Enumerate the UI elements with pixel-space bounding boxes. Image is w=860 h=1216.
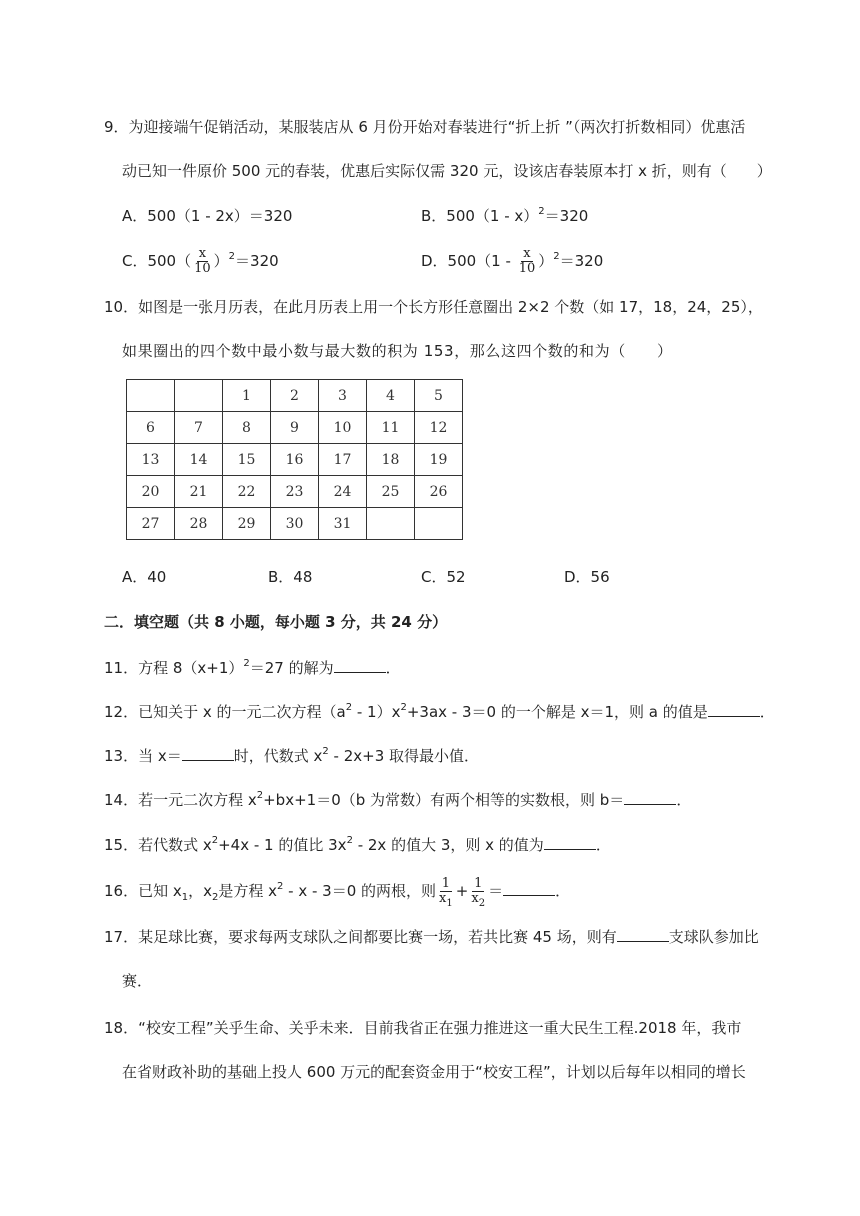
calendar-row xyxy=(127,412,463,444)
calendar-cell: 26 xyxy=(415,476,463,508)
calendar-cell: 20 xyxy=(127,476,175,508)
q9-option-c-post: ＝320 xyxy=(235,252,279,270)
fraction-denominator: 10 xyxy=(518,261,536,276)
fraction-numerator: 1 xyxy=(474,876,483,891)
calendar-cell: 1 xyxy=(223,380,271,412)
calendar-row xyxy=(127,508,463,540)
q16-post: ． xyxy=(555,882,571,900)
answer-blank xyxy=(624,790,676,805)
q12-sup1: 2 xyxy=(345,702,353,713)
q9-option-b xyxy=(421,206,588,226)
q10-line2: 如果圈出的四个数中最小数与最大数的积为 153，那么这四个数的和为（ ） xyxy=(122,342,673,360)
q15-mid1: +4x - 1 的值比 3x xyxy=(218,836,347,854)
calendar-cell: 15 xyxy=(223,444,271,476)
calendar-cell xyxy=(127,380,175,412)
q18-line1: 18．“校安工程”关乎生命、关乎未来．目前我省正在强力推进这一重大民生工程.2018 年，我市 xyxy=(104,1019,742,1037)
q12-sup2: 2 xyxy=(400,702,407,713)
calendar-cell: 3 xyxy=(319,380,367,412)
calendar-cell: 18 xyxy=(367,444,415,476)
calendar-cell: 9 xyxy=(271,412,319,444)
q9-option-d-text: D．500（1 - xyxy=(421,252,516,270)
q9-option-c-sup: 2 xyxy=(228,251,236,262)
q9-option-b-sup: 2 xyxy=(538,206,545,217)
q9-option-b-text: B．500（1 - x） xyxy=(421,207,539,225)
q14-sup: 2 xyxy=(256,790,264,801)
calendar-cell: 14 xyxy=(175,444,223,476)
q13-mid1: 时，代数式 x xyxy=(233,747,323,765)
q13 xyxy=(104,746,479,766)
q9-option-c-text: C．500（ xyxy=(122,252,192,270)
fraction-denominator xyxy=(437,891,455,909)
fraction-denominator: 10 xyxy=(194,261,211,276)
q9-line1: 9．为迎接端午促销活动，某服装店从 6 月份开始对春装进行“折上折 ”（两次打折数相同）优惠活 xyxy=(104,118,746,136)
q16-mid1: ，x xyxy=(188,882,212,900)
calendar-cell: 17 xyxy=(319,444,367,476)
fraction-denominator-var: x xyxy=(439,891,447,906)
q10-line1: 10．如图是一张月历表，在此月历表上用一个长方形任意圈出 2×2 个数（如 17，18，24，25）， xyxy=(104,298,763,316)
q9-option-c-close: ） xyxy=(213,252,229,270)
q13-mid2: - 2x+3 取得最小值． xyxy=(328,747,480,765)
q9-option-c xyxy=(122,247,279,276)
q14-post: ． xyxy=(676,791,692,809)
calendar-cell: 6 xyxy=(127,412,175,444)
calendar-cell: 11 xyxy=(367,412,415,444)
section-title: 二．填空题（共 8 小题，每小题 3 分，共 24 分） xyxy=(104,613,448,631)
calendar-cell: 13 xyxy=(127,444,175,476)
q14 xyxy=(104,790,691,810)
calendar-table xyxy=(126,379,463,540)
calendar-cell: 8 xyxy=(223,412,271,444)
q15-mid2: - 2x 的值大 3，则 x 的值为 xyxy=(352,836,544,854)
q11-post: ． xyxy=(385,659,401,677)
calendar-cell: 28 xyxy=(175,508,223,540)
q9-option-c-fraction xyxy=(192,247,213,276)
q11-sup: 2 xyxy=(243,658,250,669)
q17-line1 xyxy=(104,927,759,947)
calendar-row xyxy=(127,444,463,476)
q9-option-d-sup: 2 xyxy=(553,251,560,262)
calendar-cell: 22 xyxy=(223,476,271,508)
calendar-cell: 27 xyxy=(127,508,175,540)
calendar-cell: 2 xyxy=(271,380,319,412)
q14-mid: +bx+1＝0（b 为常数）有两个相等的实数根，则 b＝ xyxy=(263,791,625,809)
calendar-cell: 29 xyxy=(223,508,271,540)
q16-sub1: 1 xyxy=(181,892,189,903)
calendar-cell xyxy=(415,508,463,540)
q13-text: 13．当 x＝ xyxy=(104,747,182,765)
q14-text: 14．若一元二次方程 x xyxy=(104,791,257,809)
q16-plus: + xyxy=(455,882,469,900)
q9-line2: 动已知一件原价 500 元的春装，优惠后实际仅需 320 元，设该店春装原本打 x 折，则有（ ） xyxy=(122,162,772,180)
calendar-cell: 31 xyxy=(319,508,367,540)
q10-option-a: A．40 xyxy=(122,568,167,586)
q17-line2: 赛． xyxy=(122,972,153,990)
calendar-cell: 19 xyxy=(415,444,463,476)
fraction-numerator: x xyxy=(198,246,207,261)
calendar-cell: 10 xyxy=(319,412,367,444)
q12-mid1: - 1）x xyxy=(352,703,401,721)
q16-fraction-2 xyxy=(469,876,487,909)
q9-option-d-post: ＝320 xyxy=(559,252,604,270)
q9-option-a: A．500（1 - 2x）＝320 xyxy=(122,207,293,225)
q16-mid3: - x - 3＝0 的两根，则 xyxy=(283,882,437,900)
q9-option-d-close: ） xyxy=(538,252,554,270)
fraction-denominator-var: x xyxy=(471,891,479,906)
q15-text: 15．若代数式 x xyxy=(104,836,212,854)
calendar-row xyxy=(127,380,463,412)
q13-sup: 2 xyxy=(322,746,329,757)
calendar-cell: 4 xyxy=(367,380,415,412)
calendar-cell: 12 xyxy=(415,412,463,444)
answer-blank xyxy=(503,881,555,896)
fraction-numerator: 1 xyxy=(441,876,451,891)
calendar-cell: 30 xyxy=(271,508,319,540)
q15 xyxy=(104,835,611,855)
q10-option-b: B．48 xyxy=(268,568,313,586)
q15-sup1: 2 xyxy=(211,835,219,846)
calendar-cell xyxy=(367,508,415,540)
calendar-cell: 16 xyxy=(271,444,319,476)
answer-blank xyxy=(334,658,386,673)
fraction-denominator-sub: 1 xyxy=(446,898,453,909)
q16-text: 16．已知 x xyxy=(104,882,182,900)
q9-option-d-fraction xyxy=(517,247,538,276)
q16-sub2: 2 xyxy=(212,892,219,903)
calendar-cell: 23 xyxy=(271,476,319,508)
q10-option-d: D．56 xyxy=(564,568,610,586)
q9-option-b-post: ＝320 xyxy=(544,207,589,225)
q15-post: ． xyxy=(595,836,611,854)
calendar-row xyxy=(127,476,463,508)
q9-option-d xyxy=(421,247,603,276)
calendar-cell: 7 xyxy=(175,412,223,444)
q17-text: 17．某足球比赛，要求每两支球队之间都要比赛一场，若共比赛 45 场，则有 xyxy=(104,928,617,946)
q18-line2: 在省财政补助的基础上投人 600 万元的配套资金用于“校安工程”，计划以后每年以相同的增长 xyxy=(122,1063,746,1081)
answer-blank xyxy=(617,927,669,942)
q11 xyxy=(104,658,401,678)
q10-option-c: C．52 xyxy=(421,568,466,586)
q16-mid2: 是方程 x xyxy=(218,882,278,900)
q17-post: 支球队参加比 xyxy=(668,928,759,946)
answer-blank xyxy=(544,835,596,850)
fraction-numerator: x xyxy=(523,246,531,261)
calendar-cell: 5 xyxy=(415,380,463,412)
answer-blank xyxy=(182,746,234,761)
calendar-cell xyxy=(175,380,223,412)
q12 xyxy=(104,702,775,722)
q11-mid: ＝27 的解为 xyxy=(249,659,334,677)
q16 xyxy=(104,873,570,909)
q12-mid2: +3ax - 3＝0 的一个解是 x＝1，则 a 的值是 xyxy=(406,703,708,721)
q12-post: ． xyxy=(759,703,775,721)
q11-text: 11．方程 8（x+1） xyxy=(104,659,244,677)
answer-blank xyxy=(708,702,760,717)
calendar-cell: 24 xyxy=(319,476,367,508)
q12-text: 12．已知关于 x 的一元二次方程（a xyxy=(104,703,346,721)
q16-eq: ＝ xyxy=(488,882,504,900)
fraction-denominator xyxy=(469,891,487,909)
q15-sup2: 2 xyxy=(346,835,353,846)
q16-fraction-1 xyxy=(437,876,455,909)
calendar-cell: 25 xyxy=(367,476,415,508)
q16-sup: 2 xyxy=(277,881,284,892)
calendar-cell: 21 xyxy=(175,476,223,508)
fraction-denominator-sub: 2 xyxy=(478,898,486,909)
